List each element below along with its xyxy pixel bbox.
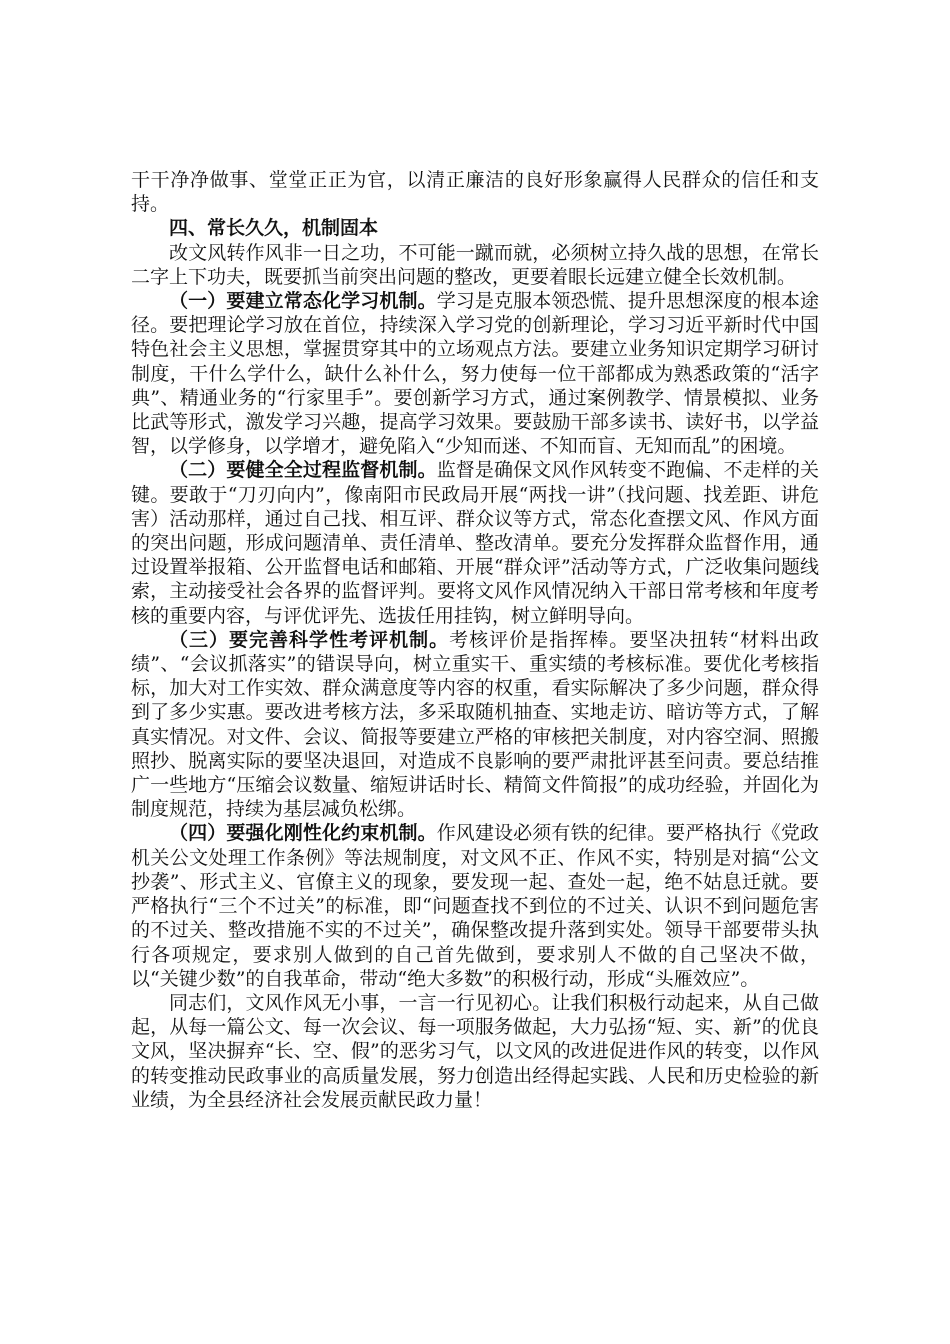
mechanism-body-4: 作风建设必须有铁的纪律。要严格执行《党政机关公文处理工作条例》等法规制度，对文风不正、作风不实，特别是对搞“公文抄袭”、形式主义、官僚主义的现象，要发现一起、查处一起，绝不姑息迁就。要严格执行“三个不过关”的标准，即“问题查找不到位的不过关、认识不到问题危害的不过关、整改措施不实的不过关”，确保整改提升落到实处。领导干部要带头执行各项规定，要求别人做到的自己首先做到，要求别人不做的自己坚决不做，以“关键少数”的自我革命，带动“绝大多数”的积极行动，形成“头雁效应”。	[131, 822, 819, 990]
mechanism-body-3: 考核评价是指挥棒。要坚决扭转“材料出政绩”、“会议抓落实”的错误导向，树立重实干、重实绩的考核标准。要优化考核指标，加大对工作实效、群众满意度等内容的权重，看实际解决了多少问题，群众得到了多少实惠。要改进考核方法，多采取随机抽查、实地走访、暗访等方式，了解真实情况。对文件、会议、简报等要建立严格的审核把关制度，对内容空洞、照搬照抄、脱离实际的要坚决退回，对造成不良影响的要严肃批评甚至问责。要总结推广一些地方“压缩会议数量、缩短讲话时长、精简文件简报”的成功经验，并固化为制度规范，持续为基层减负松绑。	[131, 628, 819, 821]
mechanism-lead-3: （三）要完善科学性考评机制。	[169, 628, 450, 651]
continuation-paragraph: 干干净净做事、堂堂正正为官，以清正廉洁的良好形象赢得人民群众的信任和支持。	[131, 169, 819, 216]
section-heading: 四、常长久久，机制固本	[169, 217, 379, 240]
mechanism-paragraph-3	[131, 628, 819, 822]
mechanism-lead-2: （二）要健全全过程监督机制。	[169, 459, 437, 482]
mechanism-paragraph-4	[131, 821, 819, 990]
mechanism-lead-1: （一）要建立常态化学习机制。	[169, 290, 437, 313]
mechanism-body-1: 学习是克服本领恐慌、提升思想深度的根本途径。要把理论学习放在首位，持续深入学习党的创新理论，学习习近平新时代中国特色社会主义思想，掌握贯穿其中的立场观点方法。要建立业务知识定期学习研讨制度，干什么学什么，缺什么补什么，努力使每一位干部都成为熟悉政策的“活字典”、精通业务的“行家里手”。要创新学习方式，通过案例教学、情景模拟、业务比武等形式，激发学习兴趣，提高学习效果。要鼓励干部多读书、读好书，以学益智，以学修身，以学增才，避免陷入“少知而迷、不知而盲、无知而乱”的困境。	[131, 290, 819, 458]
mechanism-lead-4: （四）要强化刚性化约束机制。	[169, 822, 437, 845]
mechanism-paragraph-2	[131, 458, 819, 627]
mechanism-paragraph-1	[131, 289, 819, 458]
intro-paragraph: 改文风转作风非一日之功，不可能一蹴而就，必须树立持久战的思想，在常长二字上下功夫，既要抓当前突出问题的整改，更要着眼长远建立健全长效机制。	[131, 241, 819, 288]
mechanism-body-2: 监督是确保文风作风转变不跑偏、不走样的关键。要敢于“刀刃向内”，像南阳市民政局开展“两找一讲”（找问题、找差距、讲危害）活动那样，通过自己找、相互评、群众议等方式，常态化查摆文风、作风方面的突出问题，形成问题清单、责任清单、整改清单。要充分发挥群众监督作用，通过设置举报箱、公开监督电话和邮箱、开展“群众评”活动等方式，广泛收集问题线索，主动接受社会各界的监督评判。要将文风作风情况纳入干部日常考核和年度考核的重要内容，与评优评先、选拔任用挂钩，树立鲜明导向。	[131, 459, 819, 627]
document-page	[131, 168, 819, 1112]
closing-paragraph: 同志们，文风作风无小事，一言一行见初心。让我们积极行动起来，从自己做起，从每一篇公文、每一次会议、每一项服务做起，大力弘扬“短、实、新”的优良文风，坚决摒弃“长、空、假”的恶劣习气，以文风的改进促进作风的转变，以作风的转变推动民政事业的高质量发展，努力创造出经得起实践、人民和历史检验的新业绩，为全县经济社会发展贡献民政力量！	[131, 991, 819, 1111]
